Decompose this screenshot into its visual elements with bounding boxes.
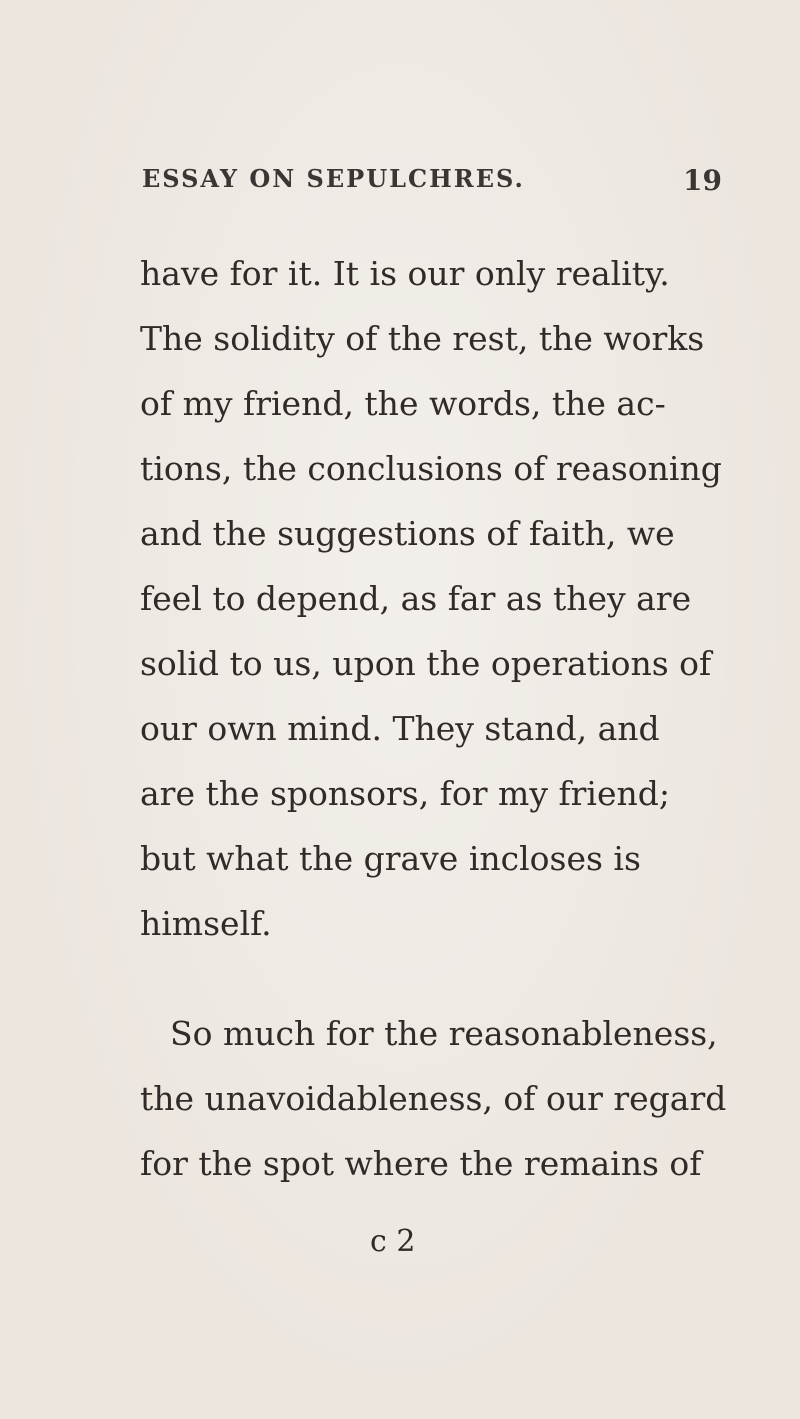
body-text [140,241,727,1196]
text-line: and the suggestions of faith, we [140,514,675,553]
running-title: ESSAY ON SEPULCHRES. [142,164,525,193]
text-line: for the spot where the remains of [140,1144,702,1183]
running-head [0,158,800,208]
text-line: The solidity of the rest, the works [140,319,705,358]
paragraph-gap [140,956,600,1001]
text-line: solid to us, upon the operations of [140,644,712,683]
text-line: our own mind. They stand, and [140,709,660,748]
text-line: himself. [140,904,272,943]
text-line: of my friend, the words, the ac- [140,384,666,423]
text-line: feel to depend, as far as they are [140,579,692,618]
text-line: are the sponsors, for my friend; [140,774,671,813]
text-line: the unavoidableness, of our regard [140,1079,727,1118]
page-number: 19 [683,164,722,197]
signature-mark: c 2 [370,1224,416,1259]
text-line: have for it. It is our only reality. [140,254,670,293]
text-line: tions, the conclusions of reasoning [140,449,722,488]
text-line: but what the grave incloses is [140,839,641,878]
text-line: So much for the reasonableness, [170,1014,718,1053]
